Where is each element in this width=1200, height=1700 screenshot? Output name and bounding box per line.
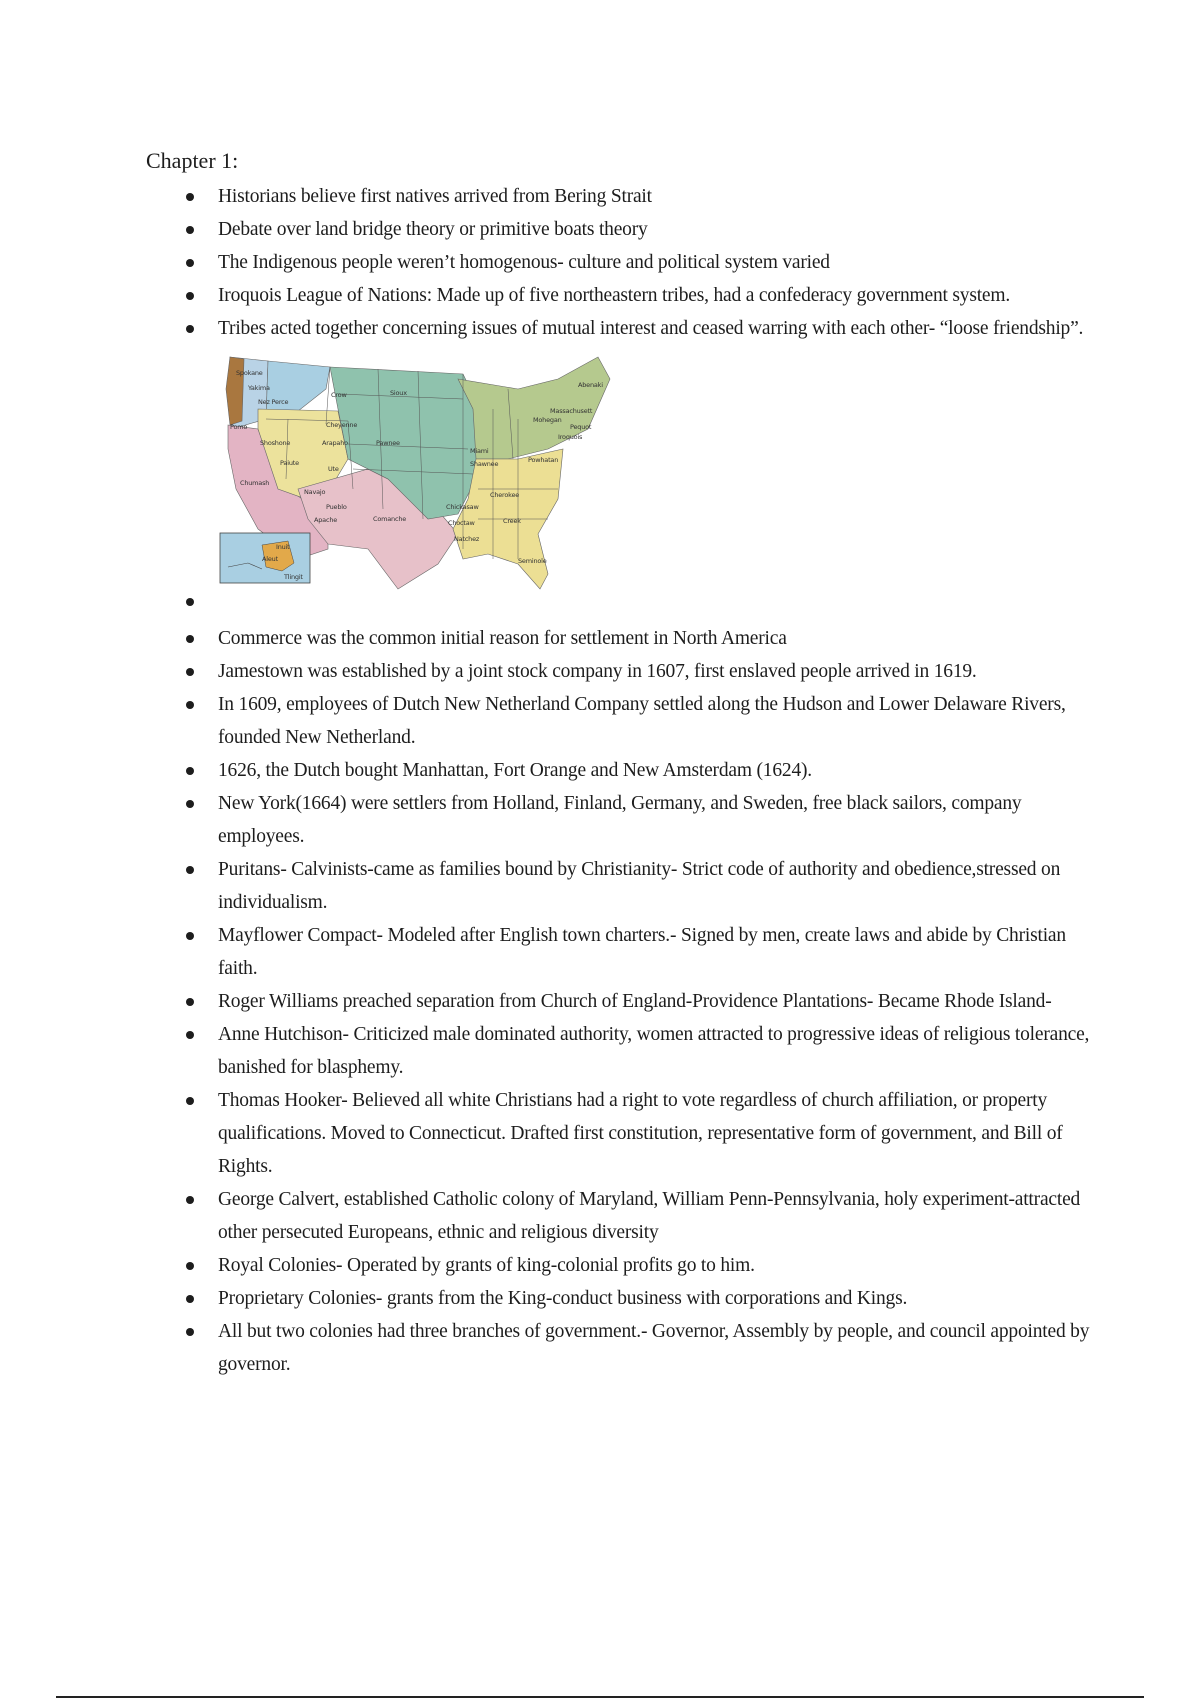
map-label: Choctaw	[448, 519, 475, 527]
list-item: Commerce was the common initial reason for settlement in North America	[146, 622, 1096, 655]
bullet-icon	[186, 701, 194, 709]
bullet-icon	[186, 193, 194, 201]
bullet-icon	[186, 1262, 194, 1270]
map-label: Pueblo	[326, 503, 347, 511]
map-label: Seminole	[518, 557, 547, 565]
list-item: Debate over land bridge theory or primitive boats theory	[146, 213, 1096, 246]
list-item: Mayflower Compact- Modeled after English town charters.- Signed by men, create laws and abide by Christian faith.	[146, 919, 1096, 985]
bullet-icon	[186, 800, 194, 808]
bullet-icon	[186, 226, 194, 234]
map-label: Pomo	[230, 423, 248, 431]
list-item: New York(1664) were settlers from Holland, Finland, Germany, and Sweden, free black sailors, company employees.	[146, 787, 1096, 853]
footer-divider	[56, 1696, 1144, 1698]
map-label: Mohegan	[533, 416, 562, 424]
map-label: Miami	[470, 447, 489, 455]
native-tribes-map	[218, 349, 643, 611]
bullet-icon	[186, 998, 194, 1006]
map-label: Cheyenne	[326, 421, 358, 429]
map-label: Shoshone	[260, 439, 291, 447]
map-label: Nez Perce	[258, 398, 289, 406]
list-item: Historians believe first natives arrived from Bering Strait	[146, 180, 1096, 213]
list-item: All but two colonies had three branches of government.- Governor, Assembly by people, and council appointed by governor.	[146, 1315, 1096, 1381]
bullet-icon	[186, 767, 194, 775]
list-item: Iroquois League of Nations: Made up of five northeastern tribes, had a confederacy government system.	[146, 279, 1096, 312]
list-item-map	[146, 345, 1096, 622]
map-label: Comanche	[373, 515, 407, 523]
bullet-icon	[186, 1295, 194, 1303]
bullet-icon	[186, 932, 194, 940]
map-region-northwest-coast	[226, 357, 244, 425]
map-label: Inuit	[276, 543, 290, 551]
map-label: Pawnee	[376, 439, 400, 447]
bullet-icon	[186, 1097, 194, 1105]
map-label: Spokane	[236, 369, 263, 377]
map-label: Tlingit	[284, 573, 303, 581]
bullet-icon	[186, 668, 194, 676]
list-item: Anne Hutchison- Criticized male dominated authority, women attracted to progressive ideas of religious tolerance, banished for blasphemy.	[146, 1018, 1096, 1084]
map-label: Sioux	[390, 389, 407, 397]
map-label: Powhatan	[528, 456, 559, 464]
map-label: Pequot	[570, 423, 592, 431]
list-item: Royal Colonies- Operated by grants of king-colonial profits go to him.	[146, 1249, 1096, 1282]
list-item: George Calvert, established Catholic colony of Maryland, William Penn-Pennsylvania, holy experiment-attracted other persecuted Europeans, ethnic and religious diversity	[146, 1183, 1096, 1249]
map-label: Chickasaw	[446, 503, 479, 511]
bullet-icon	[186, 292, 194, 300]
list-item: Roger Williams preached separation from Church of England-Providence Plantations- Became Rhode Island-	[146, 985, 1096, 1018]
map-label: Cherokee	[490, 491, 520, 499]
list-item: Puritans- Calvinists-came as families bound by Christianity- Strict code of authority and obedience,stressed on individualism.	[146, 853, 1096, 919]
map-label: Arapaho	[322, 439, 348, 447]
map-label: Natchez	[454, 535, 480, 543]
list-item: Tribes acted together concerning issues of mutual interest and ceased warring with each other- “loose friendship”.	[146, 312, 1096, 345]
map-label: Paiute	[280, 459, 299, 467]
map-label: Iroquois	[558, 433, 583, 441]
bullet-icon	[186, 1031, 194, 1039]
map-label: Crow	[331, 391, 347, 399]
chapter-title: Chapter 1:	[146, 148, 239, 173]
map-label: Abenaki	[578, 381, 603, 389]
list-item: Proprietary Colonies- grants from the King-conduct business with corporations and Kings.	[146, 1282, 1096, 1315]
bullet-icon	[186, 866, 194, 874]
map-label: Aleut	[262, 555, 278, 563]
bullet-icon	[186, 1328, 194, 1336]
list-item: 1626, the Dutch bought Manhattan, Fort Orange and New Amsterdam (1624).	[146, 754, 1096, 787]
list-item: Jamestown was established by a joint stock company in 1607, first enslaved people arrived in 1619.	[146, 655, 1096, 688]
map-label: Apache	[314, 516, 338, 524]
bullet-icon	[186, 598, 194, 606]
bullet-icon	[186, 635, 194, 643]
bullet-list	[146, 180, 1096, 1381]
bullet-icon	[186, 1196, 194, 1204]
list-item: Thomas Hooker- Believed all white Christians had a right to vote regardless of church affiliation, or property qualifications. Moved to Connecticut. Drafted first constitution, representative form of government, and Bill of Rights.	[146, 1084, 1096, 1183]
bullet-icon	[186, 259, 194, 267]
map-label: Massachusett	[550, 407, 593, 415]
us-map-image	[218, 349, 643, 611]
list-item: The Indigenous people weren’t homogenous- culture and political system varied	[146, 246, 1096, 279]
map-label: Ute	[328, 465, 339, 473]
map-label: Creek	[503, 517, 521, 525]
list-item: In 1609, employees of Dutch New Netherland Company settled along the Hudson and Lower Delaware Rivers, founded New Netherland.	[146, 688, 1096, 754]
map-label: Shawnee	[470, 460, 499, 468]
map-label: Yakima	[248, 384, 270, 392]
map-label: Chumash	[240, 479, 270, 487]
map-label: Navajo	[304, 488, 326, 496]
bullet-icon	[186, 325, 194, 333]
